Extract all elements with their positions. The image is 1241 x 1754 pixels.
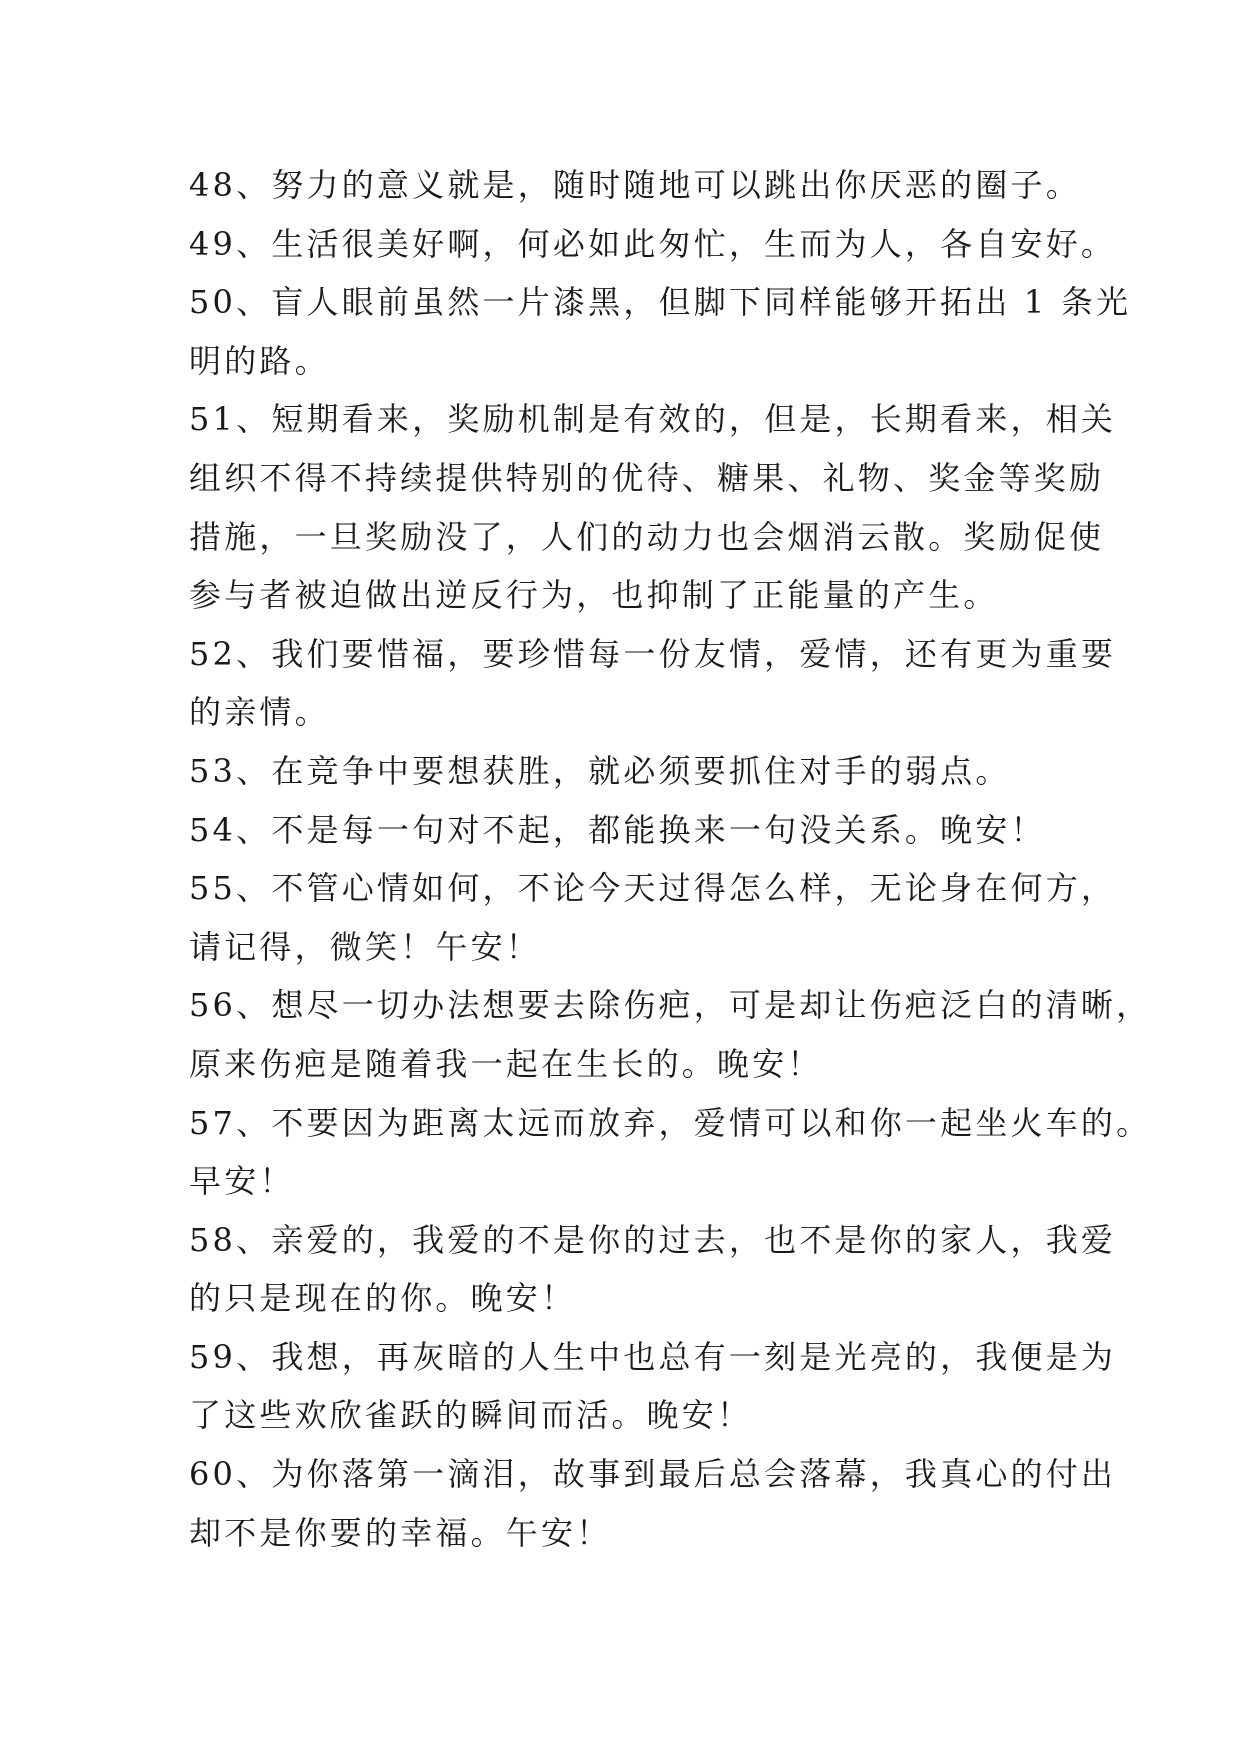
text-line: 原来伤疤是随着我一起在生长的。晚安！ (189, 1044, 823, 1083)
text-line: 58、亲爱的，我爱的不是你的过去，也不是你的家人，我爱 (189, 1220, 1117, 1259)
text-line: 60、为你落第一滴泪，故事到最后总会落幕，我真心的付出 (189, 1455, 1117, 1494)
text-line: 53、在竞争中要想获胜，就必须要抓住对手的弱点。 (189, 751, 1011, 790)
text-line: 59、我想，再灰暗的人生中也总有一刻是光亮的，我便是为 (189, 1337, 1117, 1376)
text-line: 的只是现在的你。晚安！ (189, 1279, 577, 1318)
text-line: 早安！ (189, 1162, 295, 1201)
text-line: 55、不管心情如何，不论今天过得怎么样，无论身在何方， (189, 869, 1117, 908)
text-line: 请记得，微笑！午安！ (189, 927, 542, 966)
text-line: 明的路。 (189, 341, 330, 380)
text-line: 50、盲人眼前虽然一片漆黑，但脚下同样能够开拓出 1 条光 (189, 283, 1132, 322)
text-line: 了这些欢欣雀跃的瞬间而活。晚安！ (189, 1396, 753, 1435)
text-line: 52、我们要惜福，要珍惜每一份友情，爱情，还有更为重要 (189, 634, 1117, 673)
text-line: 参与者被迫做出逆反行为，也抑制了正能量的产生。 (189, 576, 999, 615)
text-line: 组织不得不持续提供特别的优待、糖果、礼物、奖金等奖励 (189, 458, 1105, 497)
text-line: 51、短期看来，奖励机制是有效的，但是，长期看来，相关 (189, 400, 1117, 439)
document-body (189, 156, 1152, 1562)
text-line: 54、不是每一句对不起，都能换来一句没关系。晚安！ (189, 810, 1046, 849)
text-line: 却不是你要的幸福。午安！ (189, 1513, 612, 1552)
text-line: 48、努力的意义就是，随时随地可以跳出你厌恶的圈子。 (189, 166, 1081, 204)
text-line: 措施，一旦奖励没了，人们的动力也会烟消云散。奖励促使 (189, 517, 1105, 556)
text-line: 的亲情。 (189, 693, 330, 732)
text-line: 49、生活很美好啊，何必如此匆忙，生而为人，各自安好。 (189, 224, 1117, 263)
text-line: 57、不要因为距离太远而放弃，爱情可以和你一起坐火车的。 (189, 1103, 1152, 1142)
text-line: 56、想尽一切办法想要去除伤疤，可是却让伤疤泛白的清晰， (189, 986, 1152, 1025)
